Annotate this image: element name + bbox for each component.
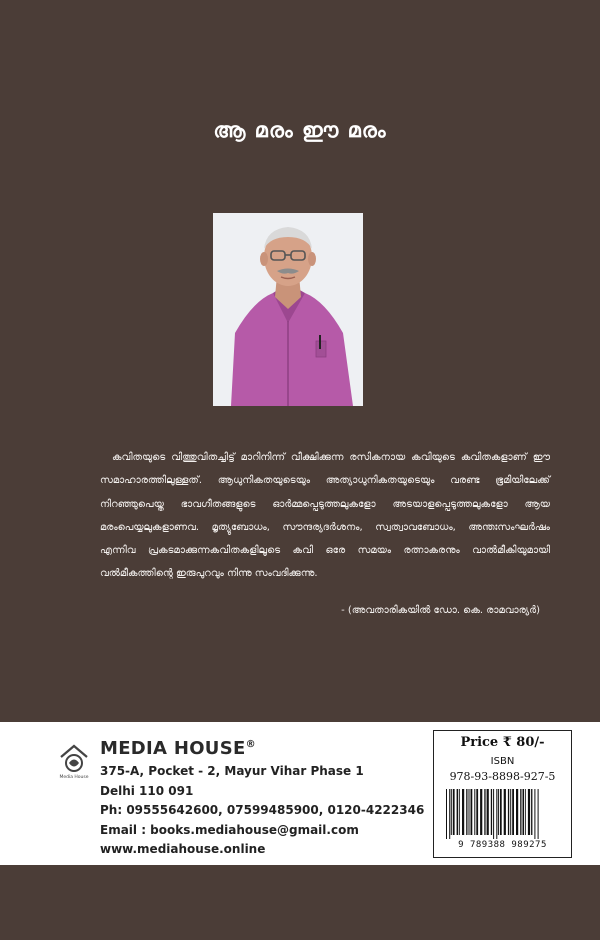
author-portrait-illustration: [213, 213, 363, 406]
blurb-attribution: - (അവതാരികയിൽ ഡോ. കെ. രാമവാര്യർ): [341, 605, 540, 616]
book-price: Price ₹ 80/-: [460, 735, 545, 750]
isbn-barcode: [445, 789, 561, 839]
phone-numbers: Ph: 09555642600, 07599485900, 0120-4222346: [100, 803, 425, 818]
barcode-digits: 9 789388 989275: [458, 840, 547, 850]
author-photo: [213, 213, 363, 406]
publisher-contact: [100, 762, 424, 860]
publisher-name: MEDIA HOUSE®: [100, 738, 256, 759]
isbn-label: ISBN: [490, 756, 515, 767]
email-address: Email : books.mediahouse@gmail.com: [100, 822, 359, 837]
blurb-section: [100, 446, 550, 586]
book-title: ആ മരം ഈ മരം: [213, 118, 387, 142]
address-line-1: 375-A, Pocket - 2, Mayur Vihar Phase 1: [100, 764, 364, 778]
isbn-number: 978-93-8898-927-5: [449, 770, 556, 783]
blurb-text: കവിതയുടെ വിത്തുവിതച്ചിട്ട് മാറിനിന്ന് വീക്ഷിക്കുന്ന രസികനായ കവിയുടെ കവിതകളാണ് ഈ സമാഹാരത്തിലുള്ളത്. ആധുനികതയുടെയും അത്യാധുനികതയുടെയും വരണ്ട ഭൂമിയിലേക്ക് നിറഞ്ഞുപെയ്ത ഭാവഗീതങ്ങളുടെ ഓർമ്മപ്പെടുത്തലുകളോ അടയാളപ്പെടുത്തലുകളോ ആയ മരംപെയ്യലുകളാണവ. മൃത്യുബോധം, സൗന്ദര്യദർശനം, സ്വത്വാവബോധം, അന്തഃസംഘർഷം എന്നിവ പ്രകടമാക്കുന്നകവിതകളിലൂടെ കവി ഒരേ സമയം രത്നാകരനും വാൽമീകിയുമായി വൽമീകത്തിന്റെ ഇരുപുറവും നിന്നു സംവദിക്കുന്നു.: [100, 452, 550, 580]
publisher-logo-text: Media House: [59, 775, 89, 780]
address-line-2: Delhi 110 091: [100, 783, 194, 798]
publisher-logo-icon: [58, 742, 90, 780]
registered-mark: ®: [245, 739, 256, 750]
bottom-strip: [0, 865, 600, 940]
website-link[interactable]: www.mediahouse.online: [100, 842, 266, 857]
price-isbn-box: [433, 730, 572, 858]
